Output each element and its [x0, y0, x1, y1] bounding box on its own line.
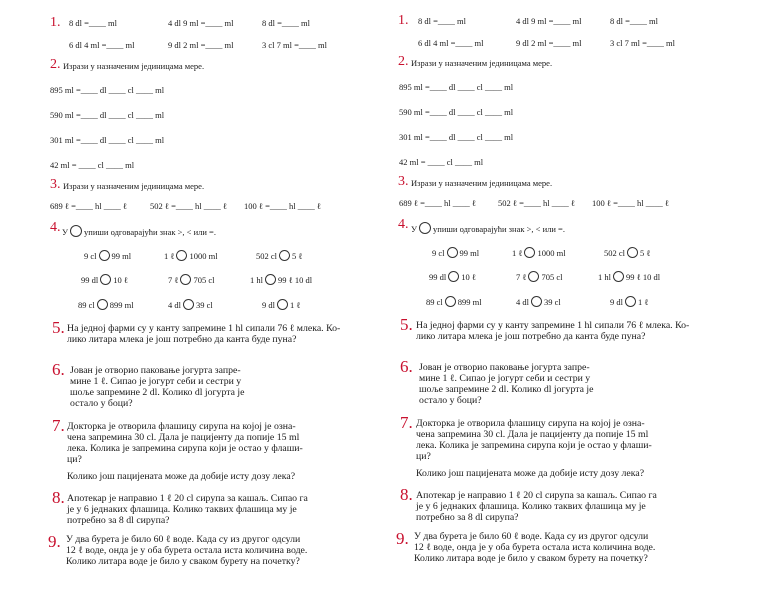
- comparison-circle-icon[interactable]: [613, 271, 624, 282]
- task2-item: 590 ml =____ dl ____ cl ____ ml: [50, 110, 165, 120]
- compare-pair: 1 ℓ 1000 ml: [164, 251, 218, 261]
- worksheet-copy-right: [384, 0, 768, 594]
- task1-number: 1.: [50, 15, 61, 30]
- comparison-circle-icon[interactable]: [100, 274, 111, 285]
- task8-line: је у 6 једнаких флашица. Колико таквих флашица му је: [416, 501, 646, 512]
- task7-number: 7.: [400, 413, 413, 432]
- task8-line: Апотекар је направио 1 ℓ 20 cl сирупа за кашаљ. Сипао га: [67, 493, 308, 504]
- task6-line: шоље запремине 2 dl. Колико dl јогурта је: [70, 387, 245, 398]
- task8-line: је у 6 једнаких флашица. Колико таквих флашица му је: [67, 504, 297, 515]
- task4-number: 4.: [398, 217, 409, 232]
- task9-number: 9.: [396, 529, 409, 548]
- task5-line: На једној фарми су у канту запремине 1 hl сипали 76 ℓ млека. Ко-: [416, 320, 690, 331]
- compare-pair: 89 cl 899 ml: [426, 297, 482, 307]
- compare-pair: 99 dl 10 ℓ: [429, 272, 476, 282]
- task2-number: 2.: [50, 57, 61, 72]
- task1-item: 4 dl 9 ml =____ ml: [516, 16, 582, 26]
- task1-item: 3 cl 7 ml =____ ml: [610, 38, 675, 48]
- task9-line: Колико литара воде је било у сваком бурету на почетку?: [414, 553, 648, 564]
- comparison-circle-icon[interactable]: [447, 247, 458, 258]
- compare-pair: 7 ℓ 705 cl: [516, 272, 563, 282]
- compare-pair: 4 dl 39 cl: [516, 297, 561, 307]
- comparison-circle-icon[interactable]: [183, 299, 194, 310]
- task7-line: лека. Колика је запремина сирупа који је остао у флаши-: [67, 443, 303, 454]
- task9-line: У два бурета је било 60 ℓ воде. Када су из другог одсули: [66, 534, 301, 545]
- task8-number: 8.: [400, 485, 413, 504]
- task4-heading: У упиши одговарајући знак >, < или =.: [62, 227, 216, 237]
- task6-line: Јован је отворио паковање јогурта запре-: [70, 365, 241, 376]
- task2-item: 590 ml =____ dl ____ cl ____ ml: [399, 107, 514, 117]
- task1-item: 4 dl 9 ml =____ ml: [168, 18, 234, 28]
- task8-line: потребно за 8 dl сирупа?: [67, 515, 170, 526]
- task7-line: Докторка је отворила флашицу сирупа на којој је озна-: [67, 421, 296, 432]
- task2-item: 42 ml = ____ cl ____ ml: [399, 157, 484, 167]
- task2-item: 301 ml =____ dl ____ cl ____ ml: [50, 135, 165, 145]
- task6-line: мине 1 ℓ. Сипао је јогурт себи и сестри у: [419, 373, 591, 384]
- comparison-circle-icon[interactable]: [445, 296, 456, 307]
- compare-pair: 9 dl 1 ℓ: [610, 297, 649, 307]
- task1-item: 9 dl 2 ml =____ ml: [168, 40, 234, 50]
- compare-pair: 1 hl 99 ℓ 10 dl: [598, 272, 661, 282]
- task9-number: 9.: [48, 532, 61, 551]
- comparison-circle-icon[interactable]: [277, 299, 288, 310]
- comparison-circle-icon[interactable]: [625, 296, 636, 307]
- task1-item: 3 cl 7 ml =____ ml: [262, 40, 327, 50]
- comparison-circle-icon: [419, 222, 431, 234]
- task6-line: остало у боци?: [70, 398, 133, 409]
- task7-line: ци?: [67, 454, 82, 465]
- compare-pair: 1 ℓ 1000 ml: [512, 248, 566, 258]
- task2-item: 895 ml =____ dl ____ cl ____ ml: [399, 82, 514, 92]
- task3-item: 502 ℓ =____ hl ____ ℓ: [150, 201, 227, 211]
- compare-pair: 7 ℓ 705 cl: [168, 275, 215, 285]
- task3-item: 689 ℓ =____ hl ____ ℓ: [50, 201, 127, 211]
- task1-item: 6 dl 4 ml =____ ml: [69, 40, 135, 50]
- task7-line: Колико још пацијената може да добије исту дозу лека?: [416, 468, 645, 479]
- task9-line: 12 ℓ воде, онда је у оба бурета остала иста количина воде.: [414, 542, 656, 553]
- comparison-circle-icon[interactable]: [528, 271, 539, 282]
- compare-pair: 4 dl 39 cl: [168, 300, 213, 310]
- task3-heading: Изрази у назначеним јединицама мере.: [63, 181, 205, 191]
- task6-line: Јован је отворио паковање јогурта запре-: [419, 362, 590, 373]
- task6-line: шоље запремине 2 dl. Колико dl јогурта је: [419, 384, 594, 395]
- task3-item: 502 ℓ =____ hl ____ ℓ: [498, 198, 575, 208]
- compare-pair: 89 cl 899 ml: [78, 300, 134, 310]
- task9-line: 12 ℓ воде, онда је у оба бурета остала иста количина воде.: [66, 545, 308, 556]
- comparison-circle-icon[interactable]: [627, 247, 638, 258]
- task5-line: лико литара млека је још потребно да канта буде пуна?: [416, 331, 646, 342]
- comparison-circle-icon[interactable]: [99, 250, 110, 261]
- task1-item: 9 dl 2 ml =____ ml: [516, 38, 582, 48]
- task5-number: 5.: [400, 315, 413, 334]
- task3-item: 100 ℓ =____ hl ____ ℓ: [592, 198, 669, 208]
- task3-number: 3.: [398, 174, 409, 189]
- task2-number: 2.: [398, 54, 409, 69]
- compare-pair: 502 cl 5 ℓ: [256, 251, 303, 261]
- task1-item: 8 dl =____ ml: [69, 18, 118, 28]
- task7-line: Колико још пацијената може да добије исту дозу лека?: [67, 471, 296, 482]
- task6-line: остало у боци?: [419, 395, 482, 406]
- task2-item: 895 ml =____ dl ____ cl ____ ml: [50, 85, 165, 95]
- comparison-circle-icon[interactable]: [531, 296, 542, 307]
- task2-item: 301 ml =____ dl ____ cl ____ ml: [399, 132, 514, 142]
- task5-number: 5.: [52, 318, 65, 337]
- task1-item: 8 dl =____ ml: [418, 16, 467, 26]
- task9-line: У два бурета је било 60 ℓ воде. Када су из другог одсули: [414, 531, 649, 542]
- task1-item: 8 dl =____ ml: [610, 16, 659, 26]
- task5-line: лико литара млека је још потребно да канта буде пуна?: [67, 334, 297, 345]
- compare-pair: 9 cl 99 ml: [432, 248, 480, 258]
- comparison-circle-icon[interactable]: [265, 274, 276, 285]
- task8-number: 8.: [52, 488, 65, 507]
- task6-line: мине 1 ℓ. Сипао је јогурт себи и сестри у: [70, 376, 242, 387]
- comparison-circle-icon[interactable]: [97, 299, 108, 310]
- compare-pair: 502 cl 5 ℓ: [604, 248, 651, 258]
- task1-number: 1.: [398, 13, 409, 28]
- task7-line: чена запремина 30 cl. Дала је пацијенту да попије 15 ml: [67, 432, 300, 443]
- task1-item: 8 dl =____ ml: [262, 18, 311, 28]
- task7-line: чена запремина 30 cl. Дала је пацијенту да попије 15 ml: [416, 429, 649, 440]
- task5-line: На једној фарми су у канту запремине 1 hl сипали 76 ℓ млека. Ко-: [67, 323, 341, 334]
- task8-line: потребно за 8 dl сирупа?: [416, 512, 519, 523]
- task4-number: 4.: [50, 220, 61, 235]
- task7-line: лека. Колика је запремина сирупа који је остао у флаши-: [416, 440, 652, 451]
- comparison-circle-icon[interactable]: [524, 247, 535, 258]
- task3-item: 100 ℓ =____ hl ____ ℓ: [244, 201, 321, 211]
- task6-number: 6.: [52, 360, 65, 379]
- task6-number: 6.: [400, 357, 413, 376]
- task3-item: 689 ℓ =____ hl ____ ℓ: [399, 198, 476, 208]
- compare-pair: 9 cl 99 ml: [84, 251, 132, 261]
- task2-item: 42 ml = ____ cl ____ ml: [50, 160, 135, 170]
- comparison-circle-icon: [70, 225, 82, 237]
- task9-line: Колико литара воде је било у сваком бурету на почетку?: [66, 556, 300, 567]
- task7-line: ци?: [416, 451, 431, 462]
- task1-item: 6 dl 4 ml =____ ml: [418, 38, 484, 48]
- comparison-circle-icon[interactable]: [180, 274, 191, 285]
- compare-pair: 9 dl 1 ℓ: [262, 300, 301, 310]
- task7-line: Докторка је отворила флашицу сирупа на којој је озна-: [416, 418, 645, 429]
- task3-number: 3.: [50, 177, 61, 192]
- task8-line: Апотекар је направио 1 ℓ 20 cl сирупа за кашаљ. Сипао га: [416, 490, 657, 501]
- task4-heading: У упиши одговарајући знак >, < или =.: [411, 224, 565, 234]
- comparison-circle-icon[interactable]: [176, 250, 187, 261]
- compare-pair: 1 hl 99 ℓ 10 dl: [250, 275, 313, 285]
- task7-number: 7.: [52, 416, 65, 435]
- comparison-circle-icon[interactable]: [448, 271, 459, 282]
- task2-heading: Изрази у назначеним јединицама мере.: [411, 58, 553, 68]
- compare-pair: 99 dl 10 ℓ: [81, 275, 128, 285]
- task3-heading: Изрази у назначеним јединицама мере.: [411, 178, 553, 188]
- task2-heading: Изрази у назначеним јединицама мере.: [63, 61, 205, 71]
- comparison-circle-icon[interactable]: [279, 250, 290, 261]
